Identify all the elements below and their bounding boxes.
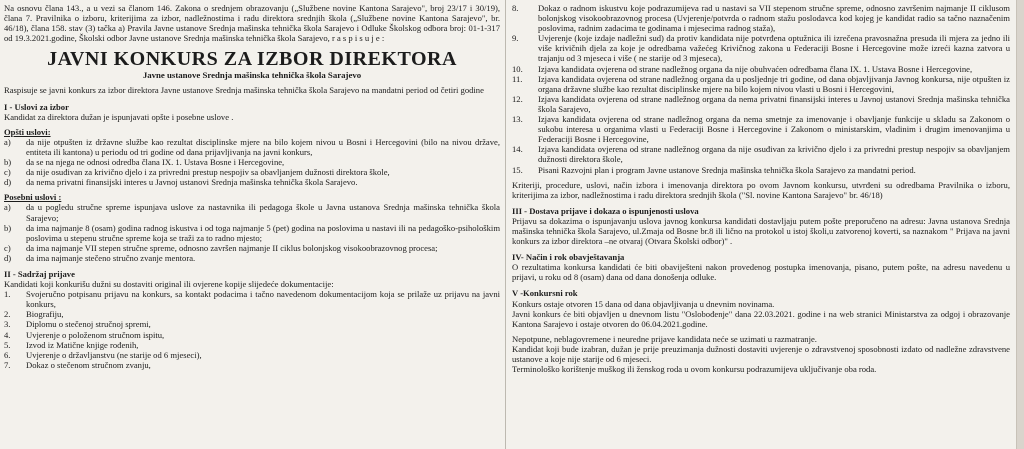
list-item: c) da ima najmanje VII stepen stručne spreme, odnosno završen najmanje II ciklus bolonjskog visokoobrazovnog procesa; [4,242,438,253]
note-incomplete: Nepotpune, neblagovremene i neuredne prijave kandidata neće se uzimati u razmatranje. [512,333,817,344]
list-item: 7. Dokaz o stečenom stručnom zvanju, [4,359,151,370]
list-item: 9. Uvjerenje (koje izdaje nadležni sud) da protiv kandidata nije potvrđena optužnica ili izrečena pravosnažna presuda ili mjera za jedno ili više krivičnih djela za koje je odredbama važećeg Krivičnog zakona u Federaciji Bosne i Hercegovine može izreći kazna zatvora u trajanju od 3 mjeseca i više ( ne starije od 3 mjeseca), [512,33,1010,64]
special-conditions-heading: Posebni uslovi : [4,192,62,203]
section-delivery-text: Prijavu sa dokazima o ispunjavanju uslova javnog konkursa kandidati dostavljaju putem pošte preporučeno na adresu: Javna ustanova Srednja mašinska tehnička škola Sarajevo, ul.Zmaja od Bosne br.8 ili lično na protokol u istoj školi,u zatvorenoj koverti, sa naznakom " Prijava na javni konkurs za izbor direktora –ne otvaraj (Otvara Školski odbor)" . [512,215,1010,247]
list-item: 13. Izjava kandidata ovjerena od strane nadležnog organa da nema smetnje za imenovanje i obavljanje funkcije u skladu sa Zakonom o sukobu interesa u organima vlasti u Federaciji Bosne i Hercegovine i Zakonom o ministarskim, vladinim i drugim imenovanjima u Federaciji Bosne i Hercegovine, [512,114,1010,145]
deadline-text-2: Javni konkurs će biti objavljen u dnevnom listu "Oslobođenje" dana 22.03.2021. godine i na web stranici Ministarstva za odgoj i obrazovanje Kantona Sarajevo i ostaje otvoren do 06.04.2021.godine. [512,308,1010,329]
list-item: a) da nije otpušten iz državne službe kao rezultat disciplinske mjere na bilo kojem nivou u Bosni i Hercegovini (bilo na nivou države, entiteta ili kantona) u periodu od tri godine od dana prijavljivanja na javni konkurs, [4,136,500,157]
list-item: 12. Izjava kandidata ovjerena od strane nadležnog organa da nema privatni finansijski interes u Javnoj ustanovi Srednja mašinska tehnička škola Sarajevo, [512,93,1010,114]
announcement-paragraph: Raspisuje se javni konkurs za izbor direktora Javne ustanove Srednja mašinska tehnička škola Sarajevo na mandatni period od četiri godine [4,85,484,96]
section-heading-delivery: III - Dostava prijave i dokaza o ispunjenosti uslova [512,205,699,216]
list-item: a) da u pogledu stručne spreme ispunjava uslove za nastavnika ili pedagoga škole u Javna ustanova Srednja mašinska tehnička škola Sarajevo; [4,202,500,223]
general-conditions-list [4,137,500,187]
page-title: JAVNI KONKURS ZA IZBOR DIREKTORA [47,48,457,71]
deadline-text-1: Konkurs ostaje otvoren 15 dana od dana objavljivanja u dnevnim novinama. [512,298,775,309]
list-item: 5. Izvod iz Matične knjige rođenih, [4,339,139,350]
special-conditions-list [4,202,500,263]
section-conditions-text: Kandidat za direktora dužan je ispunjavati opšte i posebne uslove . [4,111,234,122]
list-item: b) da ima najmanje 8 (osam) godina radnog iskustva i od toga najmanje 5 (pet) godina na poslovima u nastavi ili na pedagoško-psihološkim poslovima u stepenu stručne spreme koja se traži za to radno mjesto; [4,222,500,243]
documents-list [4,289,500,370]
list-item: 10. Izjava kandidata ovjerena od strane nadležnog organa da nije obuhvaćen odredbama člana IX. 1. Ustava Bosne i Hercegovine, [512,63,973,74]
section-heading-application: II - Sadržaj prijave [4,268,75,279]
column-divider [505,0,506,449]
list-item: 1. Svojeručno potpisanu prijavu na konkurs, sa kontakt podacima i tačno navedenom dokumentacijom koja se prilaže uz prijavu na javni konkurs, [4,289,500,310]
right-column [512,3,1010,374]
general-conditions-heading: Opšti uslovi: [4,126,51,137]
note-gender-terms: Terminološko korištenje muškog ili ženskog roda u ovom konkursu podrazumijeva uključivanje oba roda. [512,364,877,375]
list-item: b) da se na njega ne odnosi odredba člana IX. 1. Ustava Bosne i Hercegovine, [4,157,285,168]
section-notification-text: O rezultatima konkursa kandidati će biti obaviješteni nakon provedenog postupka imenovanja, pisano, putem pošte, na adresu navedenu u prijavi, u roku od 8 (osam) dana od dana donošenja odluke. [512,262,1010,283]
section-heading-deadline: V -Konkursni rok [512,288,578,299]
note-health-certificate: Kandidat koji bude izabran, dužan je prije preuzimanja dužnosti dostaviti uvjerenje o zdravstvenoj sposobnosti izdato od nadležne zdravstvene ustanove a koje nije starije od 6 mjeseci. [512,343,1010,364]
list-item: 11. Izjava kandidata ovjerena od strane nadležnog organa da u posljednje tri godine, od dana objavljivanja Javnog konkursa, nije otpušten iz organa državne službe kao rezultat disciplinske mjere na bilo kojem nivou vlasti u Bosni i Hercegovini, [512,73,1010,94]
page-edge [1016,0,1024,449]
section-heading-conditions: I - Uslovi za izbor [4,101,69,112]
list-item: 2. Biografiju, [4,309,64,320]
list-item: 8. Dokaz o radnom iskustvu koje podrazumijeva rad u nastavi sa VII stepenom stručne spreme, odnosno završenim najmanje II ciklusom bolonjskog visokoobrazovnog procesa (Uvjerenje/potvrda o radnom stažu poslodavca kod kojeg je kandidat radio sa tačno naznačenim poslovima, radnim zadacima te godinama i mjesecima radnog staža), [512,3,1010,34]
list-item: 4. Uvjerenje o položenom stručnom ispitu, [4,329,165,340]
left-column [4,3,500,370]
list-item: 3. Diplomu o stečenoj stručnoj spremi, [4,319,151,330]
criteria-paragraph: Kriteriji, procedure, uslovi, način izbora i imenovanja direktora po ovom Javnom konkursu, utvrđeni su odredbama Pravilnika o izboru, kriterijima za izbor, nadležnostima i radu direktora srednjih škola ("Sl. novine Kantona Sarajevo" br. 46/18) [512,179,1010,200]
list-item: 14. Izjava kandidata ovjerena od strane nadležnog organa da nije osuđivan za krivično djelo i za privredni prestup nespojiv sa obavljanjem dužnosti direktora škole, [512,144,1010,165]
list-item: d) da nema privatni finansijski interes u Javnoj ustanovi Srednja mašinska tehnička škola Sarajevo. [4,177,358,188]
list-item: d) da ima najmanje stečeno stručno zvanje mentora. [4,252,196,263]
list-item: 15. Pisani Razvojni plan i program Javne ustanove Srednja mašinska tehnička škola Sarajevo za mandatni period. [512,164,916,175]
list-item: c) da nije osuđivan za krivično djelo i za privredni prestup nespojiv sa obavljanjem dužnosti direktora škole, [4,167,390,178]
section-heading-notification: IV- Način i rok obavještavanja [512,252,625,263]
intro-paragraph: Na osnovu člana 143., a u vezi sa članom 146. Zakona o srednjem obrazovanju („Službene novine Kantona Sarajevo", broj 23/17 i 30/19), člana 7. Pravilnika o izboru, kriterijima za izbor, nadležnostima i radu direktora srednjih škola („Službene novine Kantona Sarajevo", br. 46/18), člana 158. stav (3) tačka a) Pravila Javne ustanove Srednja mašinska tehnička škola Sarajevo i Odluke Školskog odbora broj: 01-1-317 od 19.3.2021.godine, Školski odbor Javne ustanove Srednja mašinska tehnička škola Sarajevo, r a s p i s u j e : [4,3,500,44]
documents-list-continued [512,3,1010,175]
list-item: 6. Uvjerenje o državljanstvu (ne starije od 6 mjeseci), [4,349,202,360]
section-application-text: Kandidati koji konkurišu dužni su dostaviti original ili ovjerene kopije slijedeće dokumentacije: [4,279,334,290]
page-subtitle: Javne ustanove Srednja mašinska tehnička škola Sarajevo [142,70,362,81]
